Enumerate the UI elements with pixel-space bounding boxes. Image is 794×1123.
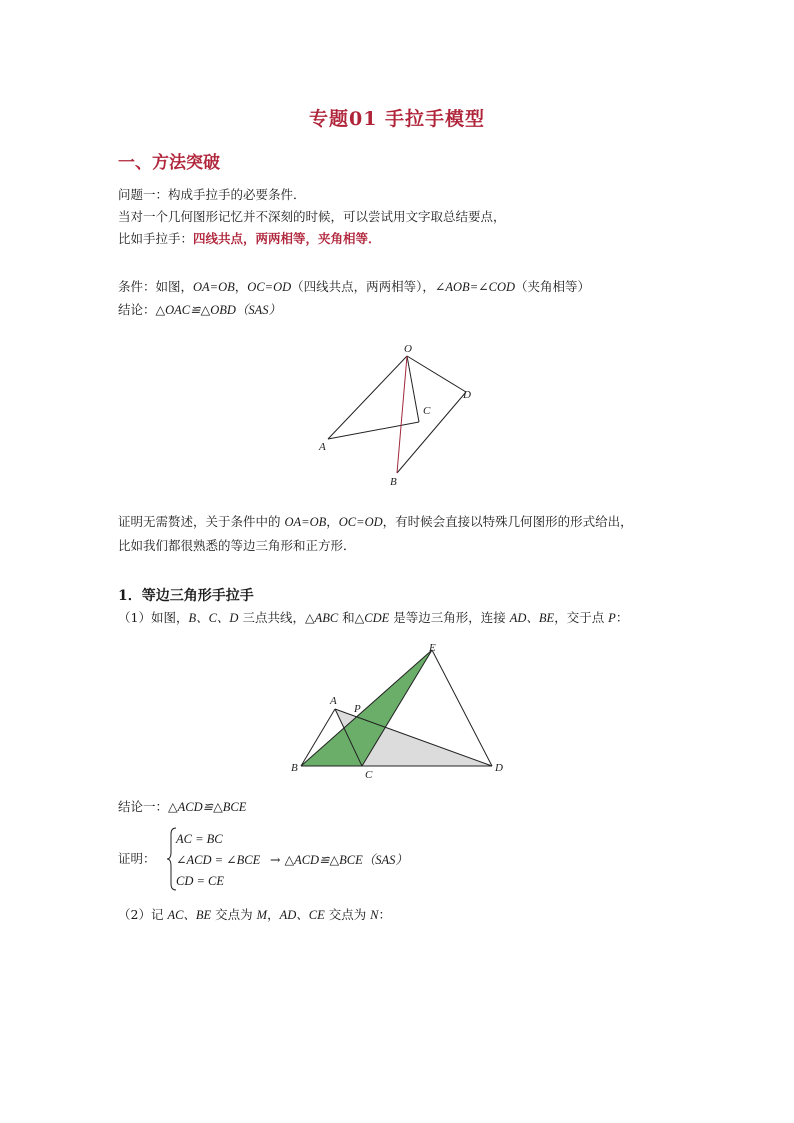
- condition-oc-od: OC=OD: [247, 280, 292, 294]
- problem-two: [118, 906, 391, 924]
- p2-e: ，: [267, 907, 280, 922]
- proof-line-cd-ce: CD = CE: [176, 874, 225, 888]
- condition-mid: （四线共点，两两相等），: [291, 279, 435, 294]
- figure-equilateral-hand-in-hand: [288, 640, 510, 782]
- segment-db: [397, 392, 466, 473]
- question-hint: 当对一个几何图形记忆并不深刻的时候，可以尝试用文字取总结要点，: [118, 209, 506, 224]
- conclusion-expr: △OAC≌△OBD: [155, 303, 236, 317]
- p2-d: M: [256, 908, 268, 922]
- proof-label: 证明：: [118, 851, 156, 866]
- condition-prefix: 条件：如图，: [118, 279, 194, 294]
- proof-result-sas: （SAS）: [362, 853, 408, 867]
- label-b: B: [291, 762, 298, 774]
- segment-od: [407, 356, 466, 392]
- label-c: C: [365, 769, 373, 781]
- note-part-e: ，有时候会直接以特殊几何图形的形式给出，: [382, 514, 633, 529]
- p1-c: 三点共线，: [238, 610, 305, 625]
- problem-one: [118, 609, 628, 627]
- p2-g: 交点为: [324, 907, 371, 922]
- section-heading-methods: 一、方法突破: [118, 153, 220, 173]
- note-oa-ob: OA=OB: [284, 515, 327, 529]
- p2-c: 交点为: [211, 907, 257, 922]
- label-d: D: [463, 389, 471, 401]
- p2-f: AD、CE: [279, 908, 325, 922]
- condition-line: [118, 278, 590, 296]
- p1-e: 和: [338, 610, 355, 625]
- label-p: P: [354, 703, 361, 715]
- conclusion-line: [118, 301, 281, 319]
- p1-k: ：: [615, 610, 629, 625]
- label-a: A: [330, 695, 337, 707]
- label-b: B: [390, 476, 397, 488]
- summary-key-points: 四线共点，两两相等，夹角相等．: [193, 231, 381, 246]
- concl1-expr: △ACD≌△BCE: [168, 800, 247, 814]
- p1-d: △ABC: [304, 611, 339, 625]
- p1-b: B、C、D: [188, 611, 239, 625]
- p2-i: ：: [378, 907, 392, 922]
- conclusion-one: [118, 798, 246, 816]
- note-part-a: 证明无需赘述，关于条件中的: [118, 514, 285, 529]
- page-title: 专题01 手拉手模型: [308, 108, 486, 130]
- proof-note-line1: [118, 513, 633, 531]
- concl1-prefix: 结论一：: [118, 799, 169, 814]
- label-d: D: [495, 762, 503, 774]
- conclusion-prefix: 结论：: [118, 302, 156, 317]
- figure-hand-in-hand-general: [310, 338, 480, 490]
- condition-oa-ob: OA=OB: [193, 280, 235, 294]
- proof-conditions: [176, 829, 260, 892]
- p2-a: （2）记: [118, 907, 168, 922]
- condition-suffix: （夹角相等）: [515, 279, 591, 294]
- p1-a: （1）如图，: [118, 610, 189, 625]
- segment-ob: [397, 356, 407, 473]
- proof-line-ac-bc: AC = BC: [176, 832, 223, 846]
- p1-h: AD、BE: [509, 611, 555, 625]
- arrow-icon: →: [270, 852, 281, 867]
- question-summary: [118, 230, 381, 248]
- proof-result-expr: △ACD≌△BCE: [284, 853, 363, 867]
- summary-prefix: 比如手拉手：: [118, 231, 194, 246]
- p1-g: 是等边三角形，连接: [389, 610, 510, 625]
- label-e: E: [429, 642, 436, 654]
- proof-result: [270, 850, 408, 868]
- note-part-c: ，: [326, 514, 339, 529]
- section-heading-equilateral: 1．等边三角形手拉手: [118, 588, 254, 604]
- p2-b: AC、BE: [167, 908, 212, 922]
- segment-oc: [407, 356, 419, 422]
- question-one: 问题一：构成手拉手的必要条件．: [118, 187, 306, 202]
- proof-line-angles: ∠ACD = ∠BCE: [176, 853, 261, 867]
- label-a: A: [319, 441, 326, 453]
- p1-f: △CDE: [354, 611, 390, 625]
- p2-h: N: [370, 908, 379, 922]
- proof-note-line2: 比如我们都很熟悉的等边三角形和正方形．: [118, 538, 356, 553]
- label-o: O: [404, 343, 412, 355]
- label-c: C: [423, 405, 431, 417]
- note-oc-od: OC=OD: [338, 515, 383, 529]
- p1-j: P: [608, 611, 616, 625]
- condition-angle: ∠AOB=∠COD: [434, 280, 515, 294]
- conclusion-suffix: （SAS）: [235, 303, 282, 317]
- condition-sep: ，: [234, 279, 248, 294]
- p1-i: ，交于点: [554, 610, 609, 625]
